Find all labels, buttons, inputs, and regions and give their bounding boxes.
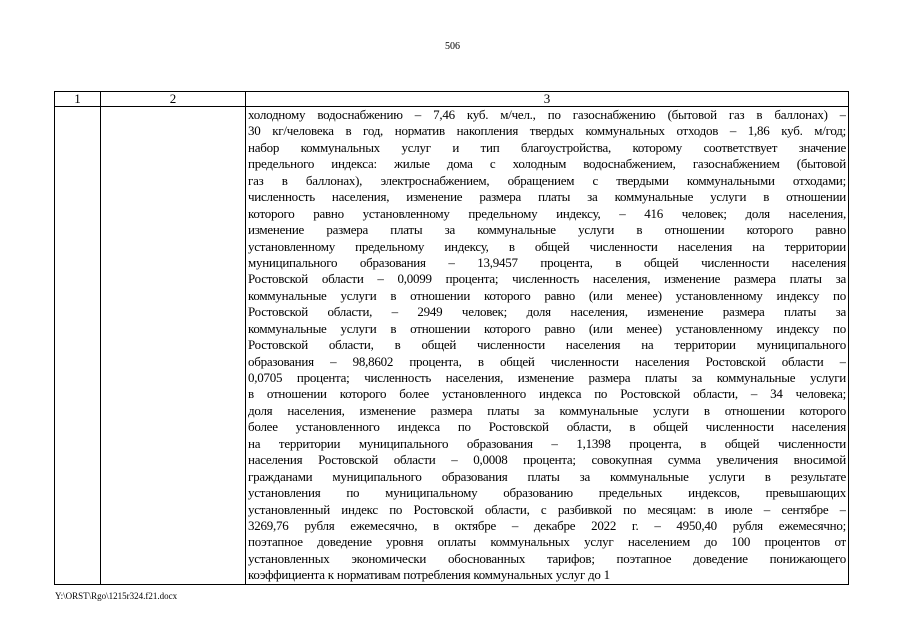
text-line: Ростовской области, в общей численности населения на территории муниципального	[248, 337, 846, 353]
header-col-2: 2	[101, 92, 246, 107]
text-line: коммунальные услуги в отношении которого равно (или менее) установленному индексу по	[248, 320, 846, 336]
cell-col-3-text	[246, 107, 849, 585]
text-line: изменение размера платы за коммунальные услуги в отношении которого равно	[248, 222, 846, 238]
text-line: установленных экономически обоснованных тарифов; поэтапное доведение понижающего	[248, 550, 846, 566]
page-number: 506	[445, 41, 460, 52]
cell-col-2	[101, 107, 246, 585]
text-line: установления по муниципальному образованию предельных индексов, превышающих	[248, 485, 846, 501]
text-line: муниципального образования – 13,9457 процента, в общей численности населения	[248, 254, 846, 270]
table-header-row	[55, 92, 849, 107]
text-line: 3269,76 рубля ежемесячно, в октябре – декабре 2022 г. – 4950,40 рубля ежемесячно;	[248, 517, 846, 533]
header-col-1: 1	[55, 92, 101, 107]
footer-file-path: Y:\ORST\Rgo\1215r324.f21.docx	[55, 591, 178, 601]
text-line: установленному предельному индексу, в общей численности населения на территории	[248, 238, 846, 254]
cell-col-1	[55, 107, 101, 585]
text-line: предельного индекса: жилые дома с холодным водоснабжением, газоснабжением (бытовой	[248, 156, 846, 172]
text-line: коэффициента к нормативам потребления коммунальных услуг до 1	[248, 567, 610, 583]
table-row	[55, 107, 849, 585]
text-line: холодному водоснабжению – 7,46 куб. м/чел., по газоснабжению (бытовой газ в баллонах) –	[248, 107, 846, 122]
text-line: более установленного индекса по Ростовской области, в общей численности населения	[248, 419, 846, 435]
text-line: на территории муниципального образования – 1,1398 процента, в общей численности	[248, 435, 846, 451]
text-line: 30 кг/человека в год, норматив накопления твердых коммунальных отходов – 1,86 куб. м/год;	[248, 123, 846, 139]
text-line: в отношении которого более установленного индекса по Ростовской области, – 34 человека;	[248, 386, 846, 402]
text-line: Ростовской области – 0,0099 процента; численность населения, изменение размера платы за	[248, 271, 846, 287]
text-line: численность населения, изменение размера платы за коммунальные услуги в отношении	[248, 189, 846, 205]
text-line: поэтапное доведение уровня оплаты коммунальных услуг населением до 100 процентов от	[248, 534, 846, 550]
header-col-3: 3	[246, 92, 849, 107]
text-line: коммунальные услуги в отношении которого равно (или менее) установленному индексу по	[248, 287, 846, 303]
text-line: образования – 98,8602 процента, в общей численности населения Ростовской области –	[248, 353, 846, 369]
text-line: гражданами муниципального образования платы за коммунальные услуги в результате	[248, 468, 846, 484]
text-line: набор коммунальных услуг и тип благоустройства, которому соответствует значение	[248, 139, 846, 155]
text-line: газ в баллонах), электроснабжением, обращением с твердыми коммунальными отходами;	[248, 172, 846, 188]
text-line: населения Ростовской области – 0,0008 процента; совокупная сумма увеличения вносимой	[248, 452, 846, 468]
document-table	[54, 91, 849, 585]
text-line: которого равно установленному предельному индексу, – 416 человек; доля населения,	[248, 205, 846, 221]
text-line: 0,0705 процента; численность населения, изменение размера платы за коммунальные услуги	[248, 370, 846, 385]
text-line: установленный индекс по Ростовской области, с разбивкой по месяцам: в июле – сентябре –	[248, 501, 846, 517]
text-line: доля населения, изменение размера платы за коммунальные услуги в отношении которого	[248, 402, 846, 418]
text-line: Ростовской области, – 2949 человек; доля населения, изменение размера платы за	[248, 304, 846, 320]
